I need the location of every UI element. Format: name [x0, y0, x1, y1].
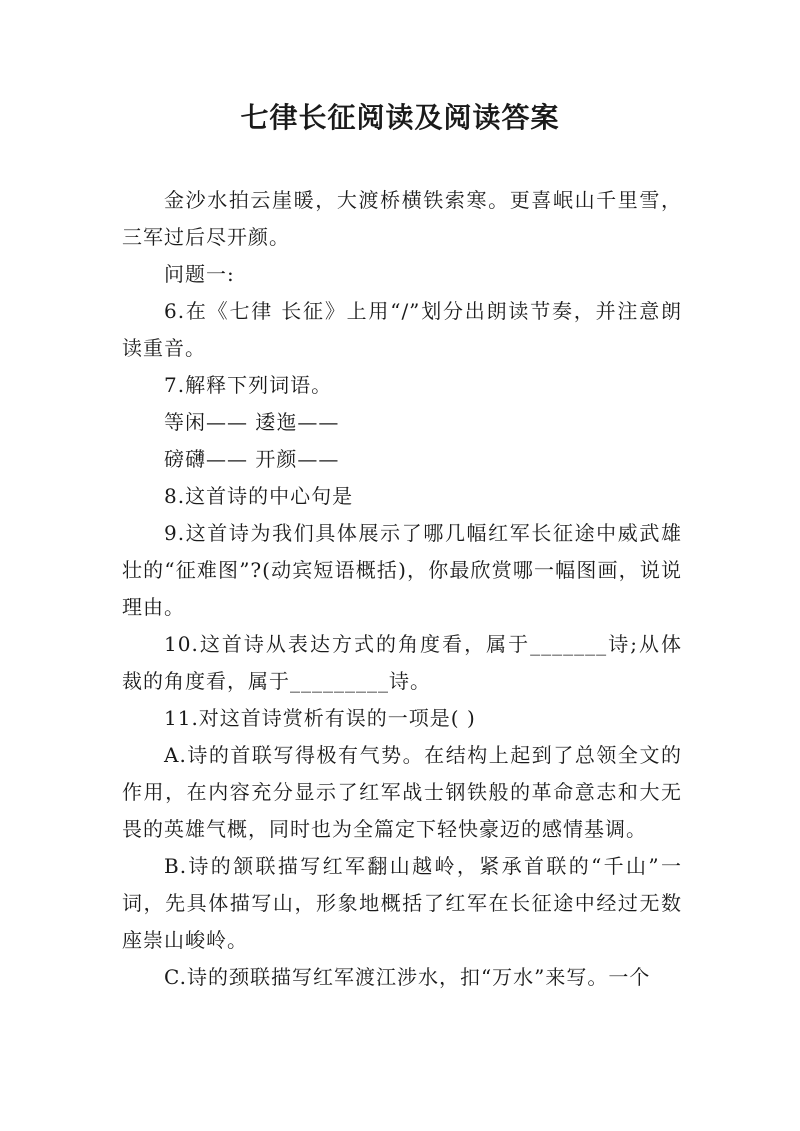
question-7-terms-line-1: 等闲—— 逶迤—— — [164, 410, 340, 434]
question-11: 11.对这首诗赏析有误的一项是( ) — [164, 706, 476, 730]
question-10: 10.这首诗从表达方式的角度看，属于_______诗;从体裁的角度看，属于_________诗。 — [122, 632, 682, 693]
question-8: 8.这首诗的中心句是 — [164, 484, 354, 508]
option-b: B.诗的颔联描写红军翻山越岭，紧承首联的“千山”一词，先具体描写山，形象地概括了红军在长征途中经过无数座崇山峻岭。 — [122, 854, 682, 952]
document-body — [122, 182, 682, 996]
poem-stanza: 金沙水拍云崖暖，大渡桥横铁索寒。更喜岷山千里雪，三军过后尽开颜。 — [122, 188, 682, 249]
document-title: 七律长征阅读及阅读答案 — [240, 101, 560, 134]
question-group-heading: 问题一: — [164, 262, 235, 286]
question-7: 7.解释下列词语。 — [164, 373, 333, 397]
option-a: A.诗的首联写得极有气势。在结构上起到了总领全文的作用，在内容充分显示了红军战士钢铁般的革命意志和大无畏的英雄气概，同时也为全篇定下轻快豪迈的感情基调。 — [122, 743, 682, 841]
option-c: C.诗的颈联描写红军渡江涉水，扣“万水”来写。一个 — [164, 965, 651, 989]
question-7-terms-line-2: 磅礴—— 开颜—— — [164, 447, 340, 471]
question-6: 6.在《七律 长征》上用“/”划分出朗读节奏，并注意朗读重音。 — [122, 299, 682, 360]
question-9: 9.这首诗为我们具体展示了哪几幅红军长征途中威武雄壮的“征难图”?(动宾短语概括)，你最欣赏哪一幅图画，说说理由。 — [122, 521, 682, 619]
